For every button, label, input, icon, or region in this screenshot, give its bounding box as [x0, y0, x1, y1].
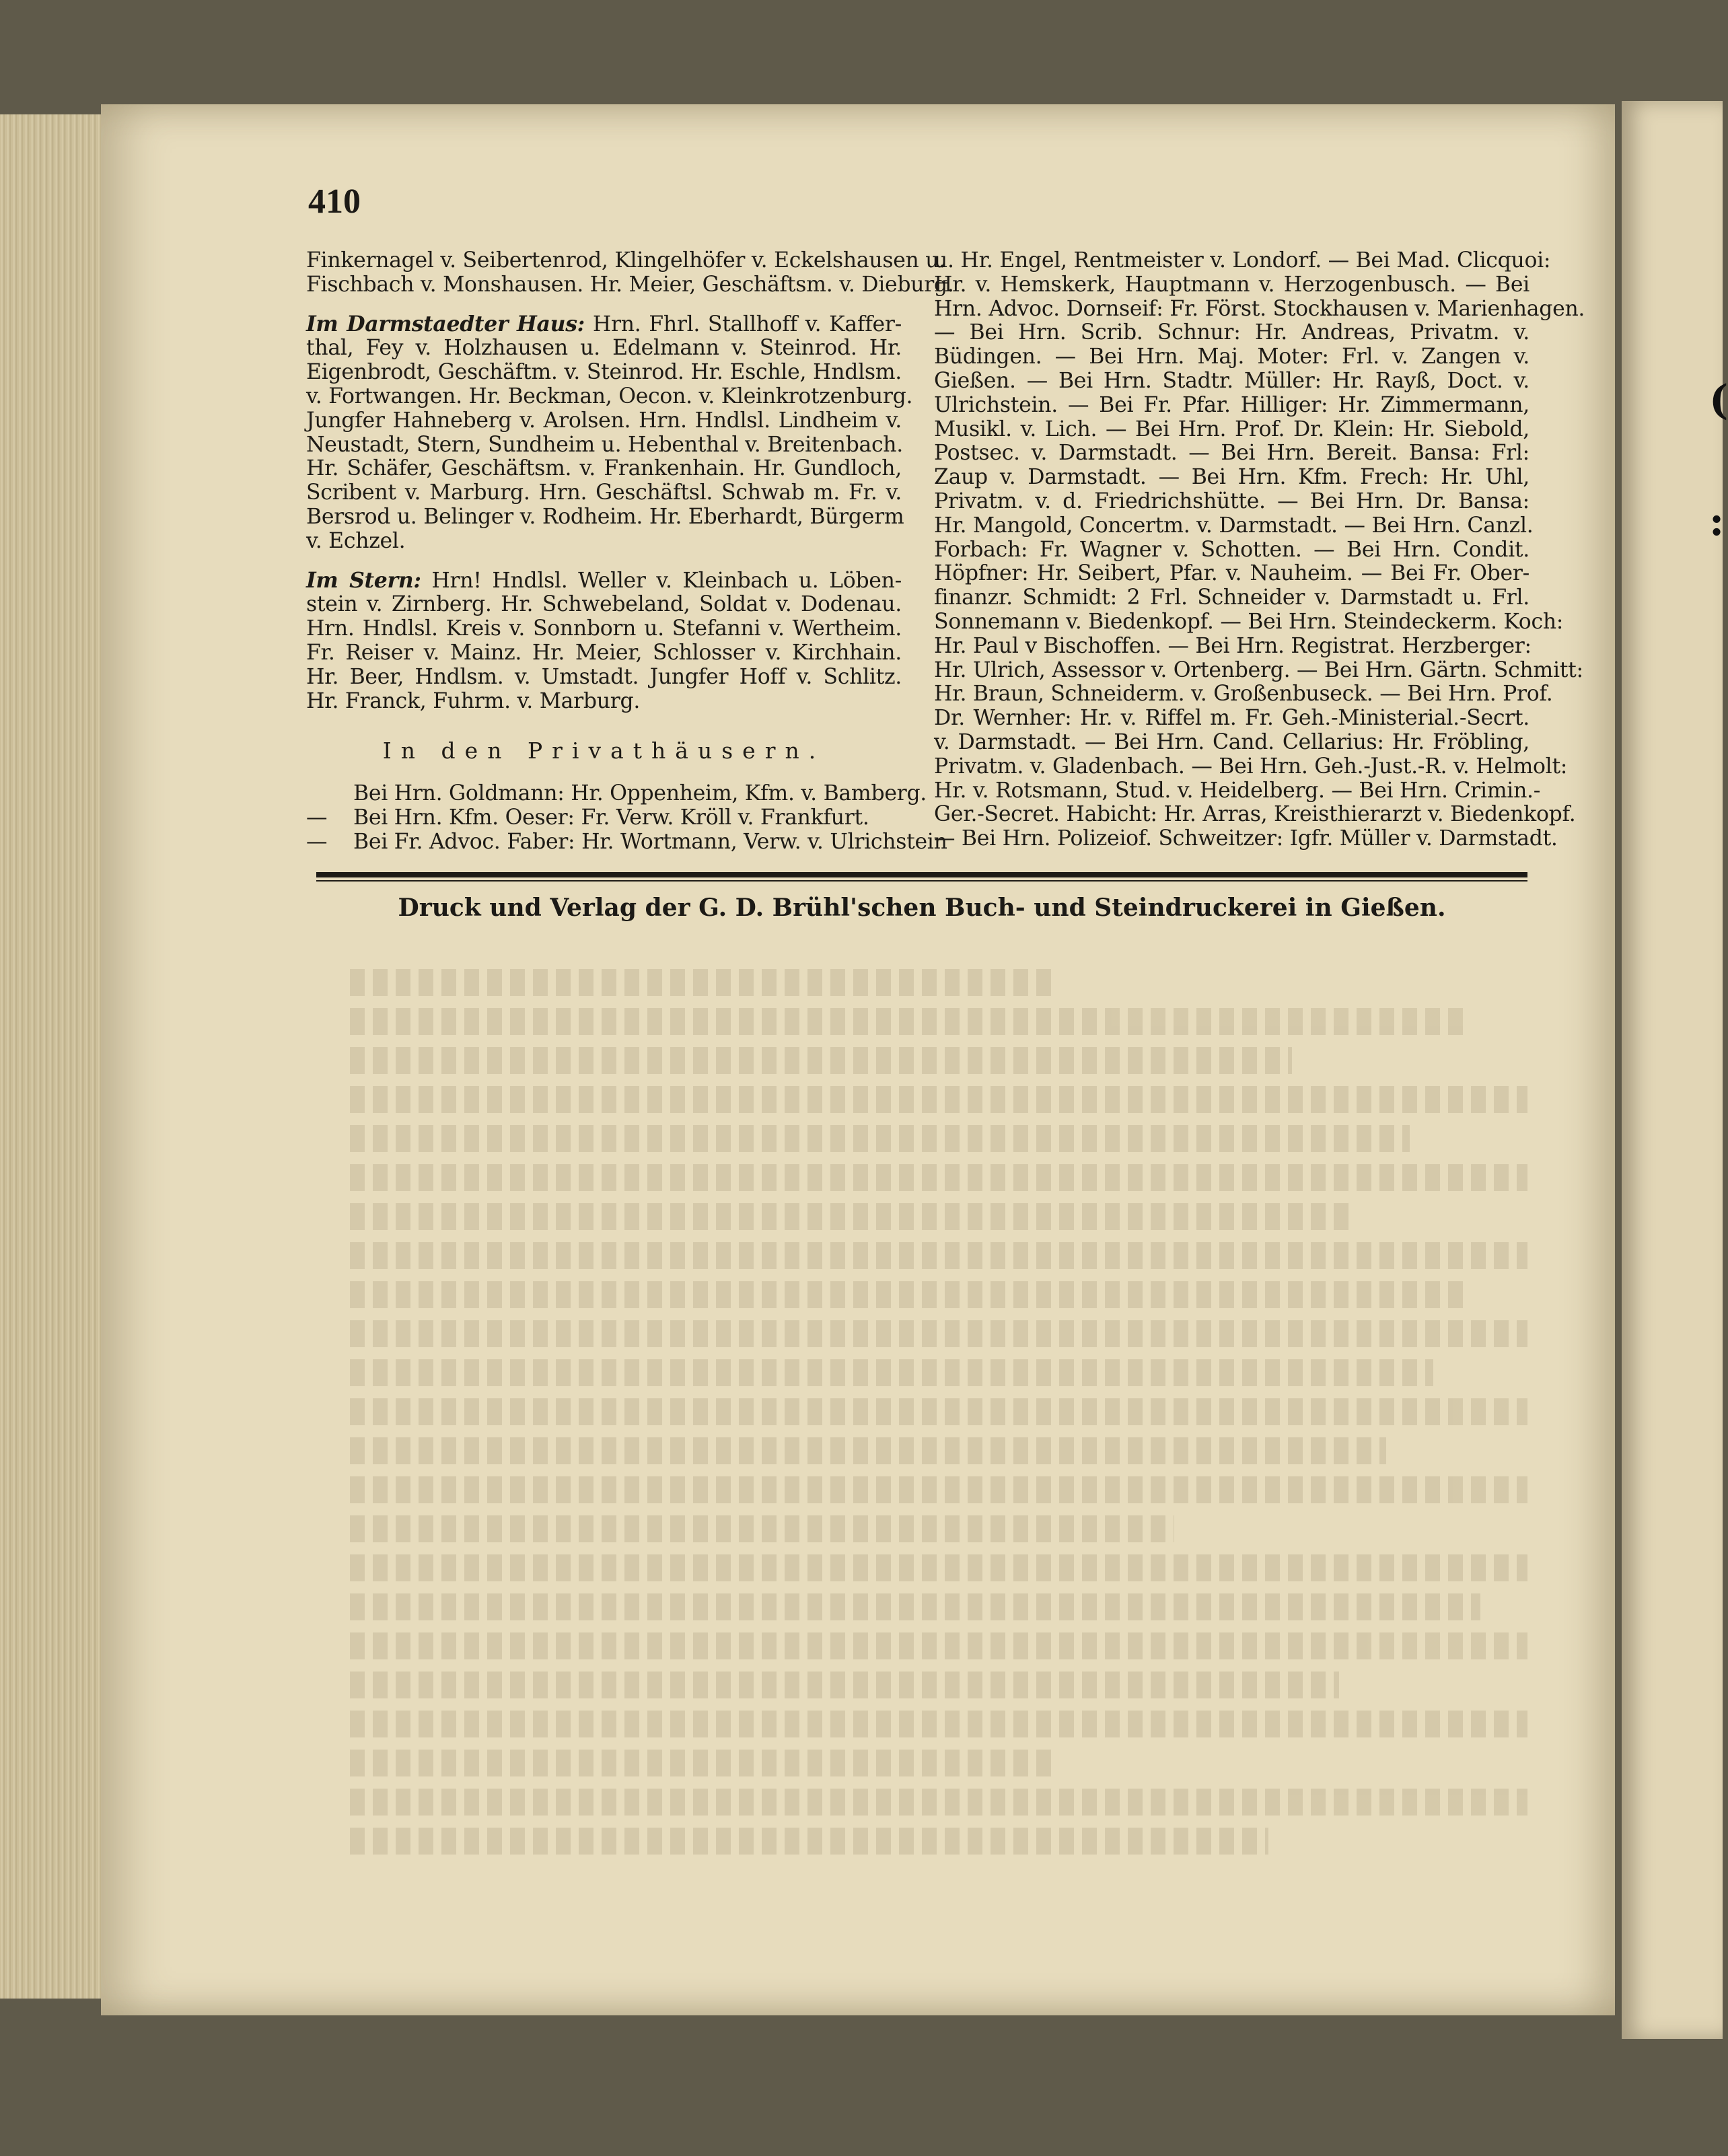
- text-span: Hrn! Hndlsl. Weller v. Kleinbach u. Löben-: [431, 568, 902, 593]
- list-item: [306, 781, 927, 806]
- text-line: Forbach: Fr. Wagner v. Schotten. — Bei Hrn. Condit.: [934, 537, 1529, 562]
- list-item-text: Bei Hrn. Kfm. Oeser: Fr. Verw. Kröll v. Frankfurt.: [353, 805, 869, 830]
- text-line: Hr. Franck, Fuhrm. v. Marburg.: [306, 688, 641, 713]
- text-line: Hr. Schäfer, Geschäftsm. v. Frankenhain. Hr. Gundloch,: [306, 456, 902, 481]
- divider-rule-thin: [316, 880, 1527, 882]
- text-line: stein v. Zirnberg. Hr. Schwebeland, Soldat v. Dodenau.: [306, 592, 902, 617]
- text-line: Hr. Paul v Bischoffen. — Bei Hrn. Registrat. Herzberger:: [934, 633, 1532, 658]
- text-line: Höpfner: Hr. Seibert, Pfar. v. Nauheim. — Bei Fr. Ober-: [934, 561, 1529, 586]
- bleed-through-text: [350, 969, 1527, 1911]
- text-line: Hr. Mangold, Concertm. v. Darmstadt. — Bei Hrn. Canzl.: [934, 513, 1534, 538]
- text-line: Privatm. v. d. Friedrichshütte. — Bei Hrn. Dr. Bansa:: [934, 489, 1529, 513]
- text-line: Gießen. — Bei Hrn. Stadtr. Müller: Hr. Rayß, Doct. v.: [934, 368, 1529, 393]
- text-line: Jungfer Hahneberg v. Arolsen. Hrn. Hndlsl. Lindheim v.: [306, 408, 902, 433]
- text-line: Fischbach v. Monshausen. Hr. Meier, Geschäftsm. v. Dieburg.: [306, 272, 954, 297]
- text-line: Privatm. v. Gladenbach. — Bei Hrn. Geh.-Just.-R. v. Helmolt:: [934, 754, 1568, 779]
- text-line: Ger.-Secret. Habicht: Hr. Arras, Kreisthierarzt v. Biedenkopf.: [934, 802, 1576, 827]
- dash: —: [306, 829, 328, 854]
- list-item-text: Bei Fr. Advoc. Faber: Hr. Wortmann, Verw. v. Ulrichstein: [353, 829, 947, 854]
- text-line: Hr. Beer, Hndlsm. v. Umstadt. Jungfer Hoff v. Schlitz.: [306, 664, 902, 689]
- text-line: Büdingen. — Bei Hrn. Maj. Moter: Frl. v. Zangen v.: [934, 345, 1529, 369]
- facing-page-glyph: :: [1709, 498, 1725, 545]
- text-line: Hrn. Advoc. Dornseif: Fr. Först. Stockhausen v. Marienhagen.: [934, 296, 1585, 321]
- left-column: [306, 248, 954, 855]
- text-line: — Bei Hrn. Scrib. Schnur: Hr. Andreas, Privatm. v.: [934, 320, 1529, 345]
- page-number: 410: [308, 182, 361, 221]
- text-line: Musikl. v. Lich. — Bei Hrn. Prof. Dr. Klein: Hr. Siebold,: [934, 417, 1529, 441]
- list-item: [306, 829, 947, 855]
- text-line: finanzr. Schmidt: 2 Frl. Schneider v. Darmstadt u. Frl.: [934, 585, 1529, 610]
- text-line: Sonnemann v. Biedenkopf. — Bei Hrn. Steindeckerm. Koch:: [934, 609, 1564, 634]
- private-houses-list: [306, 781, 947, 854]
- text-line: Hr. Braun, Schneiderm. v. Großenbuseck. — Bei Hrn. Prof.: [934, 682, 1553, 707]
- text-line: — Bei Hrn. Polizeiof. Schweitzer: Igfr. Müller v. Darmstadt.: [934, 826, 1558, 851]
- text-line: Hr. Ulrich, Assessor v. Ortenberg. — Bei Hrn. Gärtn. Schmitt:: [934, 657, 1583, 682]
- text-line: Scribent v. Marburg. Hrn. Geschäftsl. Schwab m. Fr. v.: [306, 480, 902, 505]
- colophon: Druck und Verlag der G. D. Brühl'schen Buch- und Steindruckerei in Gießen.: [398, 894, 1446, 922]
- dash: —: [306, 805, 328, 830]
- text-line: Hr. v. Hemskerk, Hauptmann v. Herzogenbusch. — Bei: [934, 272, 1529, 297]
- right-column: [934, 248, 1585, 851]
- text-line: Dr. Wernher: Hr. v. Riffel m. Fr. Geh.-Ministerial.-Secrt.: [934, 706, 1529, 731]
- text-line: Eigenbrodt, Geschäftm. v. Steinrod. Hr. Eschle, Hndlsm.: [306, 360, 902, 385]
- text-line: Hr. v. Rotsmann, Stud. v. Heidelberg. — Bei Hrn. Crimin.-: [934, 778, 1541, 803]
- facing-page-glyph: (: [1709, 377, 1728, 424]
- section-heading: In den Privathäusern.: [382, 738, 826, 764]
- text-line: u. Hr. Engel, Rentmeister v. Londorf. — Bei Mad. Clicquoi:: [934, 248, 1551, 273]
- text-line: Zaup v. Darmstadt. — Bei Hrn. Kfm. Frech: Hr. Uhl,: [934, 465, 1529, 490]
- list-item: [306, 806, 902, 830]
- section-label: Im Darmstaedter Haus:: [306, 311, 585, 336]
- divider-rule: [316, 872, 1527, 877]
- text-line: Neustadt, Stern, Sundheim u. Hebenthal v. Breitenbach.: [306, 432, 904, 457]
- text-line: Finkernagel v. Seibertenrod, Klingelhöfer v. Eckelshausen u.: [306, 248, 945, 273]
- text-line: Bersrod u. Belinger v. Rodheim. Hr. Eberhardt, Bürgerm: [306, 504, 904, 529]
- text-line: Hrn. Hndlsl. Kreis v. Sonnborn u. Stefanni v. Wertheim.: [306, 616, 902, 641]
- text-line: v. Fortwangen. Hr. Beckman, Oecon. v. Kleinkrotzenburg.: [306, 384, 913, 408]
- text-line: Ulrichstein. — Bei Fr. Pfar. Hilliger: Hr. Zimmermann,: [934, 392, 1529, 417]
- paragraph-stern: [306, 569, 902, 714]
- text-line: v. Echzel.: [306, 528, 406, 553]
- text-line: v. Darmstadt. — Bei Hrn. Cand. Cellarius: Hr. Fröbling,: [934, 729, 1529, 754]
- text-line: thal, Fey v. Holzhausen u. Edelmann v. Steinrod. Hr.: [306, 336, 902, 361]
- paragraph: [306, 248, 954, 297]
- text-span: Hrn. Fhrl. Stallhoff v. Kaffer-: [592, 312, 902, 336]
- text-line: Postsec. v. Darmstadt. — Bei Hrn. Bereit. Bansa: Frl:: [934, 441, 1529, 466]
- facing-page-edge: [1622, 101, 1723, 2039]
- text-line: Fr. Reiser v. Mainz. Hr. Meier, Schlosser v. Kirchhain.: [306, 640, 902, 665]
- paragraph-darmstaedter-haus: [306, 311, 913, 554]
- section-label: Im Stern:: [306, 567, 421, 593]
- list-item-text: Bei Hrn. Goldmann: Hr. Oppenheim, Kfm. v. Bamberg.: [353, 781, 927, 806]
